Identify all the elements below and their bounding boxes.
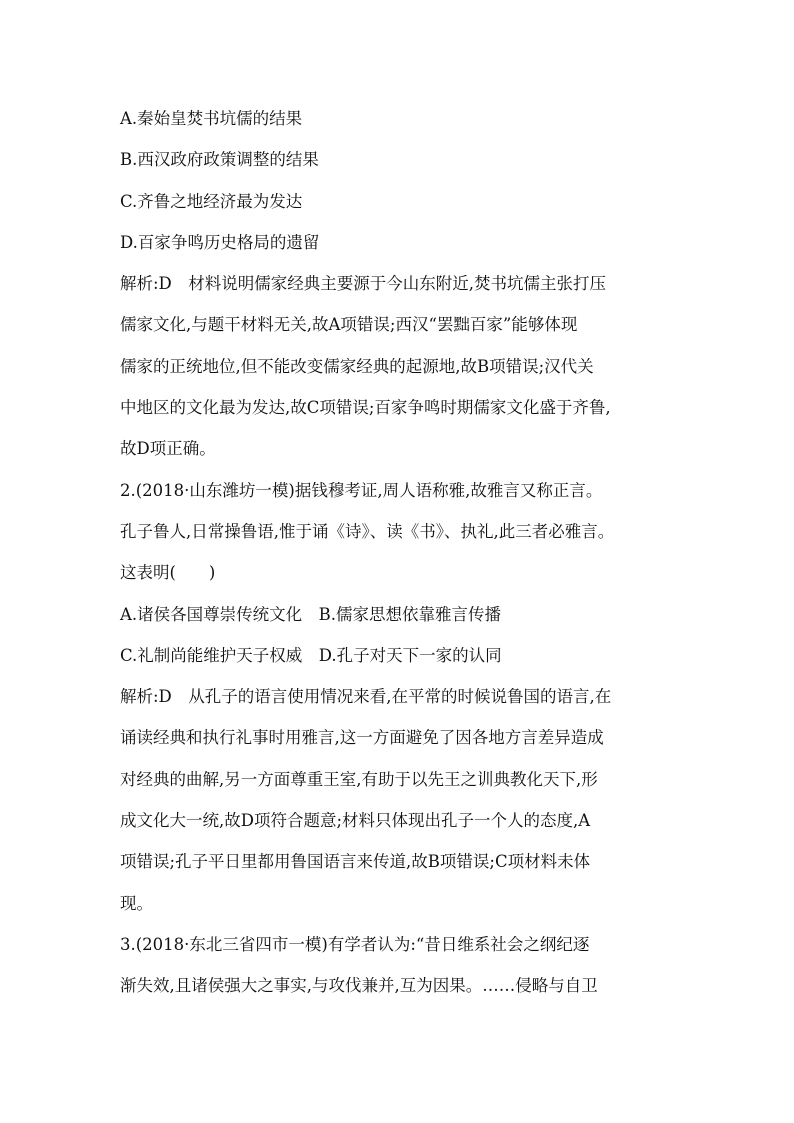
q1-option-c: C.齐鲁之地经济最为发达	[120, 191, 303, 211]
q3-stem-line: 3.(2018·东北三省四市一模)有学者认为:“昔日维系社会之纲纪逐	[120, 934, 590, 954]
q1-option-a: A.秦始皇焚书坑儒的结果	[120, 109, 303, 128]
q2-options-ab: A.诸侯各国尊崇传统文化 B.儒家思想依靠雅言传播	[120, 604, 502, 624]
document-content	[120, 98, 680, 1007]
q2-options-cd: C.礼制尚能维护天子权威 D.孔子对天下一家的认同	[120, 645, 502, 665]
q2-analysis-line: 成文化大一统,故D项符合题意;材料只体现出孔子一个人的态度,A	[120, 811, 591, 831]
q1-analysis-line: 儒家的正统地位,但不能改变儒家经典的起源地,故B项错误;汉代关	[120, 356, 594, 376]
q1-option-d: D.百家争鸣历史格局的遗留	[120, 232, 320, 252]
q1-analysis-line: 解析:D 材料说明儒家经典主要源于今山东附近,焚书坑儒主张打压	[120, 274, 607, 294]
q1-option-b: B.西汉政府政策调整的结果	[120, 150, 319, 170]
q2-stem-line: 孔子鲁人,日常操鲁语,惟于诵《诗》、读《书》、执礼,此三者必雅言。	[120, 521, 615, 541]
q1-analysis-line: 中地区的文化最为发达,故C项错误;百家争鸣时期儒家文化盛于齐鲁,	[120, 398, 611, 418]
q2-analysis-line: 现。	[120, 893, 153, 913]
q3-stem-line: 渐失效,且诸侯强大之事实,与攻伐兼并,互为因果。……侵略与自卫	[120, 976, 598, 996]
q1-analysis-line: 故D项正确。	[120, 439, 216, 459]
q2-analysis-line: 解析:D 从孔子的语言使用情况来看,在平常的时候说鲁国的语言,在	[120, 687, 612, 707]
q2-stem-line: 2.(2018·山东潍坊一模)据钱穆考证,周人语称雅,故雅言又称正言。	[120, 480, 603, 500]
q2-stem-line: 这表明( )	[120, 563, 216, 583]
q2-analysis-line: 项错误;孔子平日里都用鲁国语言来传道,故B项错误;C项材料未体	[120, 852, 591, 872]
q1-analysis-line: 儒家文化,与题干材料无关,故A项错误;西汉“罢黜百家”能够体现	[120, 315, 578, 335]
q2-analysis-line: 诵读经典和执行礼事时用雅言,这一方面避免了因各地方言差异造成	[120, 728, 604, 748]
q2-analysis-line: 对经典的曲解,另一方面尊重王室,有助于以先王之训典教化天下,形	[120, 769, 598, 789]
